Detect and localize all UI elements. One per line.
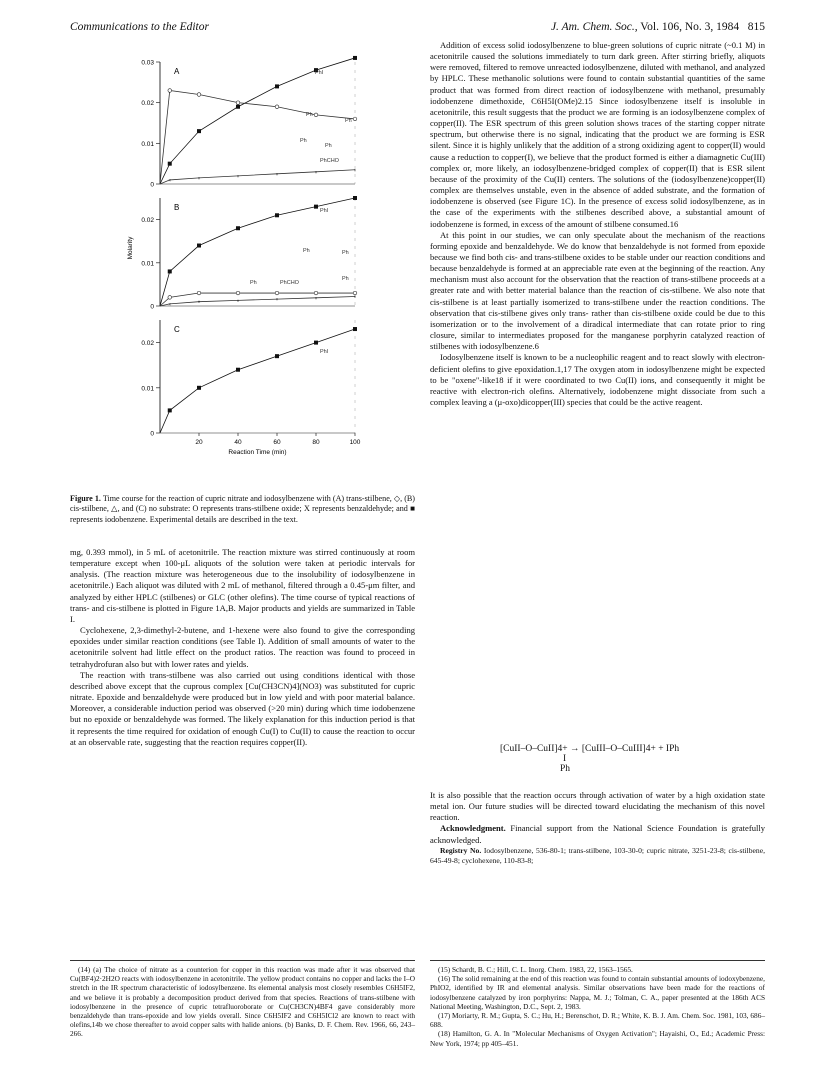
data-point	[236, 101, 240, 105]
curve-annotation: PhI	[320, 208, 329, 214]
data-point	[236, 368, 240, 372]
acknowledgment	[430, 823, 765, 845]
registry-numbers	[430, 846, 765, 866]
data-point: ×	[314, 296, 318, 302]
data-point: ×	[314, 170, 318, 176]
data-point	[275, 354, 279, 358]
data-point	[353, 291, 357, 295]
data-point	[197, 244, 201, 248]
right-column-text	[430, 40, 765, 408]
data-point: ×	[353, 295, 357, 301]
footnote-rule-right	[430, 960, 765, 961]
caption-label: Figure 1.	[70, 494, 101, 503]
x-tick-label: 40	[234, 439, 242, 446]
series-line-phcho	[160, 296, 355, 306]
x-tick-label: 60	[273, 439, 281, 446]
curve-annotation: PhCHO	[280, 280, 299, 286]
data-point	[197, 386, 201, 390]
data-point: ×	[197, 300, 201, 306]
data-point	[168, 89, 172, 93]
paragraph: Iodosylbenzene itself is known to be a nucleophilic reagent and to react slowly with electron-deficient olefins to give epoxidation.1,17 The oxygen atom in iodosylbenzene might be expected to be "oxene"-like18 if it were coordinated to two Cu(II) ions, and consequently it might be reactive with electron-rich olefins. Alternatively, iodobenzene might dissociate from such a complex leaving a (μ-oxo)dicopper(III) species that could be the active reagent.	[430, 352, 765, 407]
paragraph: Addition of excess solid iodosylbenzene to blue-green solutions of cupric nitrate (~0.1 M) in acetonitrile caused the solutions immediately to turn dark green. After stirring briefly, aliquots were removed, filtered to remove unreacted iodosylbenzene, diluted with methanol, and analyzed by HPLC. These methanolic solutions were found to contain substantial quantities of the same product that was formed from direct reaction of iodosylbenzene with methanol, presumably iodobenzene dimethoxide, C6H5I(OMe)2.15 Since iodosylbenzene itself is insoluble in acetonitrile, this result suggests that the product we are forming is an iodosylbenzene complex of copper(II). The ESR spectrum of this green solution shows traces of the starting copper nitrate spectrum, but otherwise there is no signal, indicating that the product we are forming is ESR silent. Since it is highly unlikely that the addition of a strong oxidizing agent to copper(II) would cause a reduction to copper(I), we believe that the product formed is either a diamagnetic Cu(III) complex or, more likely, an iodosylbenzene-bridged complex of copper(II) that is ESR silent because of the proximity of the Cu(II) centers. The solutions of the (iodosylbenzene)copper(II) complex are themselves unstable, even in the absence of added substrate, and the formation of iodobenzene is observed (see Figure 1C). In the presence of excess solid iodosylbenzene, as in the case of the experiments with the stilbenes described above, a substantial amount of iodobenzene is formed, in excess of the amount of stilbene consumed.16	[430, 40, 765, 229]
y-tick-label: 0.02	[141, 340, 154, 348]
panel-label: B	[174, 203, 180, 212]
data-point	[168, 269, 172, 273]
figure-caption	[70, 494, 415, 525]
y-tick-label: 0.01	[141, 260, 154, 268]
registry-text: Iodosylbenzene, 536-80-1; trans-stilbene, 103-30-0; cupric nitrate, 3251-23-8; cis-stilbene, 645-49-8; cyclohexene, 110-83-8;	[430, 845, 765, 865]
ack-label: Acknowledgment.	[440, 823, 506, 834]
footnote: (18) Hamilton, G. A. In "Molecular Mechanisms of Oxygen Activation"; Hayaishi, O., Ed.; Academic Press: New York, 1974; pp 405–451.	[430, 1029, 765, 1048]
caption-text: Time course for the reaction of cupric nitrate and iodosylbenzene with (A) trans-stilbene, ◇, (B) cis-stilbene, △, and (C) no substrate: O represents trans-stilbene oxide; X represents benzaldehyde; and ■ represents iodobenzene. Experimental details are described in the text.	[70, 494, 416, 524]
curve-annotation: Ph	[303, 248, 310, 254]
data-point	[314, 113, 318, 117]
data-point	[236, 291, 240, 295]
data-point: ×	[275, 298, 279, 304]
y-tick-label: 0.01	[141, 140, 154, 148]
x-tick-label: 20	[195, 439, 203, 446]
paragraph: The reaction with trans-stilbene was also carried out using conditions identical with those described above except that the cuprous complex [Cu(CH3CN)4](NO3) was substituted for cupric nitrate. Epoxide and benzaldehyde were produced but in low yield and with poor material balance. Moreover, a considerable induction period was observed (>20 min) during which time iodobenzene but no epoxide or benzaldehyde was formed. The likely explanation for this induction period is that it represents the time required for oxidation of enough Cu(I) to Cu(II) to cause the reaction to occur at an observable rate, suggesting that the reaction requires copper(II).	[70, 669, 415, 747]
footnote-rule-left	[70, 960, 415, 961]
data-point	[236, 226, 240, 230]
paragraph: At this point in our studies, we can only speculate about the mechanism of the reactions forming epoxide and benzaldehyde. We do know that benzaldehyde is not formed from epoxide because we find both cis- and trans-stilbene oxides to be stable under our reaction conditions and because benzaldehyde is formed at an appreciable rate even at the beginning of the reaction. Any mechanism must also account for the observation that the reaction of trans-stilbene proceeds at a greater rate and with better material balance than the reaction of cis-stilbene. We also note that cis-stilbene is at least partially isomerized to trans-stilbene under the reaction conditions. The observation that cis-stilbene gives only trans- rather than cis-stilbene oxide could be due to this isomerization or to the involvement of a diradical intermediate that can rotate prior to ring closure, similar to intermediates proposed for the manganese porphyrin catalyzed reaction of stilbenes with iodosylbenzene.6	[430, 229, 765, 352]
series-line-trans-stilbene-oxide	[160, 90, 355, 184]
x-tick-label: 80	[312, 439, 320, 446]
data-point	[236, 105, 240, 109]
page-number: 815	[747, 21, 765, 33]
y-tick-label: 0	[150, 303, 154, 311]
data-point	[168, 408, 172, 412]
footnote: (17) Moriarty, R. M.; Gupta, S. C.; Hu, H.; Berenschot, D. R.; White, K. B. J. Am. Chem. Soc. 1981, 103, 686–688.	[430, 1011, 765, 1030]
curve-annotation: Ph	[250, 280, 257, 286]
equation-sub-ph: Ph	[560, 764, 571, 774]
curve-annotation: Ph	[306, 112, 313, 118]
curve-annotation: Ph	[342, 250, 349, 256]
footnote: (15) Schardt, B. C.; Hill, C. L. Inorg. Chem. 1983, 22, 1563–1565.	[438, 965, 633, 974]
footnotes-left	[70, 965, 415, 1039]
curve-annotation: Ph	[342, 276, 349, 282]
data-point	[353, 196, 357, 200]
curve-annotation: PhI	[320, 349, 329, 355]
y-tick-label: 0.03	[141, 59, 154, 67]
data-point	[353, 56, 357, 60]
y-tick-label: 0.02	[141, 100, 154, 108]
series-line-phcho	[160, 170, 355, 184]
data-point: ×	[275, 172, 279, 178]
data-point	[314, 341, 318, 345]
figure-1-plot	[120, 48, 430, 488]
data-point	[275, 213, 279, 217]
reaction-equation	[500, 744, 760, 774]
curve-annotation: PhI	[315, 70, 324, 76]
data-point	[168, 162, 172, 166]
registry-label: Registry No.	[440, 845, 482, 855]
x-axis-label: Reaction Time (min)	[228, 449, 287, 456]
data-point: ×	[236, 299, 240, 305]
panel-label: C	[174, 325, 180, 334]
right-column-tail	[430, 790, 765, 865]
data-point: ×	[353, 168, 357, 174]
data-point	[275, 84, 279, 88]
equation-line: [CuII–O–CuII]4+ → [CuIII–O–CuIII]4+ + IPh	[500, 744, 680, 754]
data-point	[197, 93, 201, 97]
equation-sub-i: I	[563, 754, 567, 764]
curve-annotation: Ph	[300, 138, 307, 144]
footnote: (16) The solid remaining at the end of this reaction was found to contain substantial amounts of iodoxybenzene, PhIO2, identified by IR and elemental analysis. Similar observations have been made for the reactions of iodosylbenzene catalyzed by iron porphyrins: Nappa, M. J.; Tolman, C. A., paper presented at the 186th ACS National Meeting, Washington, D.C., Sept. 2, 1983.	[430, 974, 765, 1011]
data-point: ×	[197, 176, 201, 182]
ack-text: Financial support from the National Science Foundation is gratefully acknowledged.	[430, 823, 765, 845]
data-point	[353, 117, 357, 121]
footnote: (14) (a) The choice of nitrate as a counterion for copper in this reaction was made after it was observed that Cu(BF4)2·2H2O reacts with iodosylbenzene in acetonitrile. The yellow product contains no copper and lacks the I–O stretch in the IR spectrum characteristic of iodosylbenzene. Its elemental analysis most closely resembles C6H5IF2, and we believe it is probably a decomposition product derived from that species. Reactions of trans-stilbene with iodosylbenzene in the presence of cupric tetrafluoroborate or Cu(CH3CN)4BF4 gave considerably more benzaldehyde than trans-epoxide and low yields overall. Since C6H5IF2 and C6H5ICl2 are known to react with olefins,14b we chose thereafter to avoid copper salts with halide anions. (b) Banks, D. F. Chem. Rev. 1966, 66, 243–266.	[70, 965, 415, 1039]
running-header-left: Communications to the Editor	[70, 21, 209, 33]
data-point	[314, 291, 318, 295]
data-point	[275, 105, 279, 109]
y-tick-label: 0	[150, 181, 154, 189]
panel-label: A	[174, 67, 180, 76]
data-point	[353, 327, 357, 331]
data-point	[275, 291, 279, 295]
footnotes-right	[430, 965, 765, 1048]
data-point	[314, 205, 318, 209]
curve-annotation: PhCHO	[320, 158, 339, 164]
data-point	[168, 296, 172, 300]
data-point: ×	[168, 178, 172, 184]
series-line-phi	[160, 198, 355, 306]
curve-annotation: Ph	[345, 118, 352, 124]
journal-name: J. Am. Chem. Soc.,	[550, 21, 638, 33]
data-point	[197, 129, 201, 133]
paragraph: mg, 0.393 mmol), in 5 mL of acetonitrile. The reaction mixture was stirred continuously at room temperature except when 100-μL aliquots of the solution were taken at periodic intervals for analysis. (The reaction mixture was heterogeneous due to the insolubility of iodosylbenzene in acetonitrile.) Each aliquot was diluted with 2 mL of methanol, filtered through a 0.45-μm filter, and analyzed by either HPLC (stilbenes) or GLC (other olefins). The time course of typical reactions of trans- and cis-stilbene is plotted in Figure 1A,B. Major products and yields are summarized in Table I.	[70, 547, 415, 624]
x-tick-label: 100	[349, 439, 361, 446]
paragraph: It is also possible that the reaction occurs through activation of water by a high oxidation state metal ion. Our future studies will be directed toward elucidating the mechanism of this novel reaction.	[430, 790, 765, 823]
paragraph: Cyclohexene, 2,3-dimethyl-2-butene, and 1-hexene were also found to give the corresponding epoxides under similar reaction conditions (see Table I). Addition of small amounts of water to the acetonitrile solvent had little effect on the product ratios. The reaction was found to proceed in tetrahydrofuran also but with lower rates and yields.	[70, 625, 415, 669]
data-point	[197, 291, 201, 295]
data-point: ×	[168, 302, 172, 308]
data-point: ×	[236, 174, 240, 180]
curve-annotation: Ph	[325, 143, 332, 149]
y-tick-label: 0.02	[141, 217, 154, 225]
series-line-phi	[160, 329, 355, 433]
left-column-text	[70, 547, 415, 748]
y-axis-label: Molarity	[127, 236, 134, 260]
series-line-phi	[160, 58, 355, 184]
y-tick-label: 0.01	[141, 385, 154, 393]
y-tick-label: 0	[150, 430, 154, 438]
journal-volume: Vol. 106, No. 3, 1984	[640, 21, 740, 33]
running-header-right	[551, 21, 765, 33]
